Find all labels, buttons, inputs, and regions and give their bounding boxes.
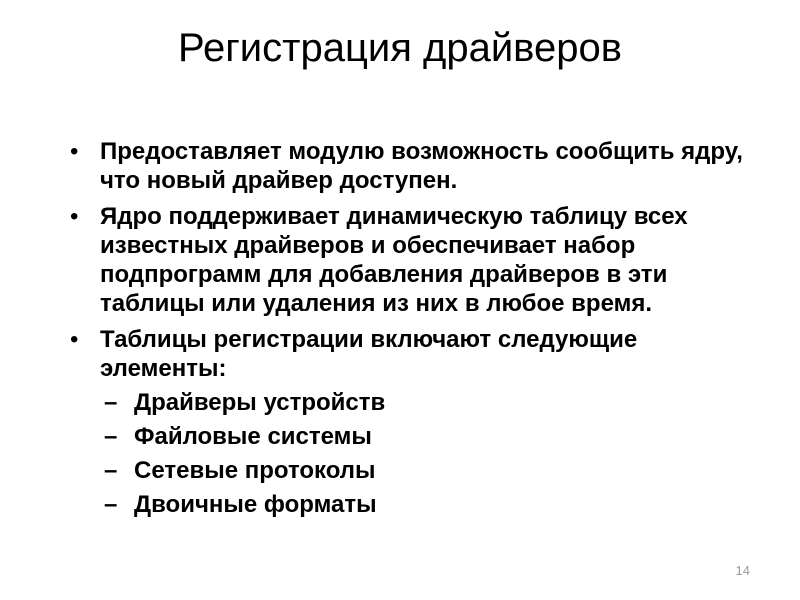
- bullet-item: [70, 137, 770, 195]
- bullet-text: Предоставляет модулю возможность сообщить ядру, что новый драйвер доступен.: [100, 138, 743, 194]
- sub-bullet-marker: –: [104, 389, 118, 416]
- page-number: 14: [735, 563, 750, 578]
- sub-bullet-list: [100, 388, 770, 519]
- bullet-list: [70, 137, 770, 526]
- bullet-item: [70, 325, 770, 519]
- sub-bullet-text: Файловые системы: [134, 423, 372, 450]
- sub-bullet-text: Сетевые протоколы: [134, 457, 376, 484]
- sub-bullet-marker: –: [104, 491, 118, 518]
- bullet-item: [70, 202, 770, 318]
- bullet-text: Ядро поддерживает динамическую таблицу всех известных драйверов и обеспечивает набор подпрограмм для добавления драйверов в эти таблицы или удаления из них в любое время.: [100, 203, 688, 317]
- sub-bullet-text: Драйверы устройств: [134, 389, 386, 416]
- sub-bullet-text: Двоичные форматы: [134, 491, 377, 518]
- bullet-marker: •: [70, 138, 79, 165]
- bullet-marker: •: [70, 326, 79, 353]
- sub-bullet-item: [100, 422, 770, 451]
- sub-bullet-marker: –: [104, 457, 118, 484]
- sub-bullet-item: [100, 388, 770, 417]
- bullet-text: Таблицы регистрации включают следующие элементы:: [100, 326, 638, 382]
- sub-bullet-item: [100, 456, 770, 485]
- bullet-marker: •: [70, 203, 79, 230]
- sub-bullet-marker: –: [104, 423, 118, 450]
- sub-bullet-item: [100, 490, 770, 519]
- slide-title: Регистрация драйверов: [178, 26, 622, 70]
